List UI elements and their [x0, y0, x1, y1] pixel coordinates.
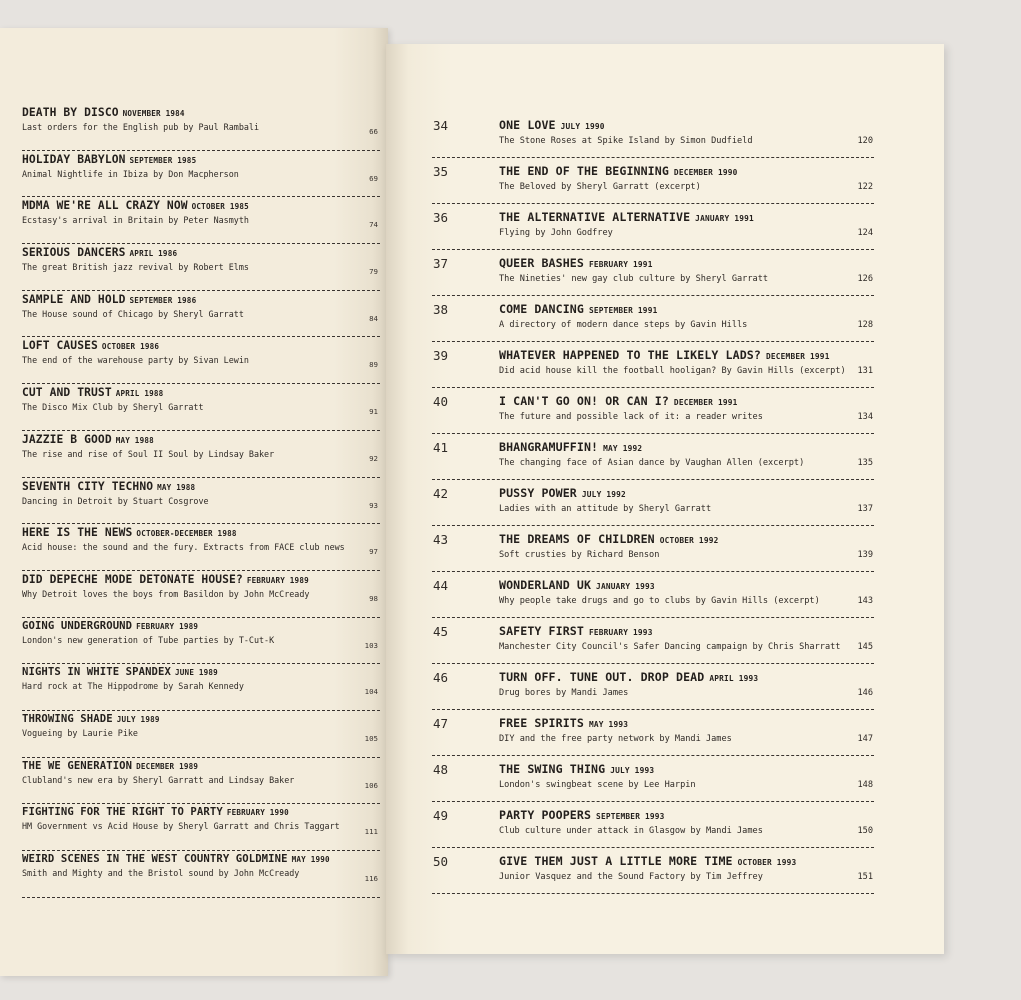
- entry-subtitle: A directory of modern dance steps by Gavin Hills: [499, 320, 748, 330]
- entry-title: [22, 246, 380, 259]
- entry-date: DECEMBER 1989: [136, 761, 199, 771]
- entry-page-number: 151: [857, 872, 873, 882]
- entry-title-text: CUT AND TRUST: [22, 386, 112, 400]
- entry-page-number: 137: [857, 504, 873, 514]
- entry-date: JULY 1990: [560, 122, 605, 131]
- entry-date: JULY 1992: [581, 490, 626, 499]
- entry-title-text: THROWING SHADE: [22, 712, 113, 725]
- entry-date: APRIL 1988: [115, 389, 164, 399]
- entry-subtitle: The Nineties' new gay club culture by Sheryl Garratt: [499, 274, 769, 284]
- contents-entry: [22, 664, 380, 711]
- entry-date: OCTOBER-DECEMBER 1988: [136, 529, 237, 539]
- entry-date: SEPTEMBER 1993: [596, 812, 665, 821]
- entry-date: MAY 1992: [603, 444, 643, 453]
- entry-page-number: 116: [364, 874, 378, 883]
- contents-entry: [22, 291, 380, 338]
- entry-number: 41: [433, 440, 449, 455]
- entry-date: DECEMBER 1991: [765, 352, 830, 361]
- entry-title: [499, 164, 738, 178]
- entry-page-number: 128: [857, 320, 873, 330]
- entry-number: 49: [433, 808, 449, 823]
- entry-title-text: COME DANCING: [499, 302, 584, 316]
- contents-entry: [22, 758, 380, 805]
- entry-title-text: PUSSY POWER: [499, 486, 577, 500]
- entry-date: OCTOBER 1986: [101, 342, 160, 352]
- contents-entry: [432, 664, 874, 710]
- entry-title: [22, 713, 380, 725]
- entry-title-text: BHANGRAMUFFIN!: [499, 440, 599, 454]
- entry-title-text: DEATH BY DISCO: [22, 106, 119, 119]
- entry-title-text: GOING UNDERGROUND: [22, 619, 133, 632]
- entry-title: [499, 440, 642, 454]
- entry-date: JANUARY 1993: [596, 582, 655, 591]
- entry-page-number: 148: [857, 780, 873, 790]
- entry-date: FEBRUARY 1989: [136, 621, 199, 631]
- entry-date: JULY 1989: [116, 714, 160, 724]
- entry-subtitle: Soft crusties by Richard Benson: [499, 550, 660, 560]
- contents-entry: [22, 384, 380, 431]
- contents-entry: [22, 711, 380, 758]
- entry-title: [499, 578, 655, 592]
- entry-number: 44: [433, 578, 449, 593]
- contents-entry: [22, 337, 380, 384]
- entry-title: [499, 302, 658, 316]
- entry-title: [22, 806, 380, 818]
- entry-page-number: 135: [857, 458, 873, 468]
- entry-page-number: 93: [369, 500, 378, 510]
- contents-entry: [432, 158, 874, 204]
- entry-page-number: 105: [364, 733, 378, 743]
- entry-page-number: 147: [857, 734, 873, 744]
- entry-title-text: MDMA WE'RE ALL CRAZY NOW: [22, 199, 188, 213]
- entry-title: [499, 762, 654, 776]
- entry-number: 40: [433, 394, 449, 409]
- entry-date: DECEMBER 1990: [673, 168, 738, 177]
- entry-date: SEPTEMBER 1986: [129, 295, 197, 305]
- entry-title-text: QUEER BASHES: [499, 256, 584, 270]
- entry-date: MAY 1993: [588, 720, 629, 729]
- entry-date: FEBRUARY 1990: [226, 808, 289, 818]
- entry-page-number: 104: [364, 687, 378, 697]
- entry-title-text: HOLIDAY BABYLON: [22, 152, 126, 166]
- entry-subtitle: Manchester City Council's Safer Dancing campaign by Chris Sharratt: [499, 642, 841, 652]
- contents-entry: [22, 851, 380, 898]
- entry-subtitle: Club culture under attack in Glasgow by Mandi James: [499, 826, 763, 836]
- entry-title: [22, 153, 380, 166]
- entry-title-text: LOFT CAUSES: [22, 339, 98, 353]
- entry-title: [499, 808, 665, 822]
- entry-subtitle: Did acid house kill the football hooligan? By Gavin Hills (excerpt): [499, 366, 846, 376]
- contents-entry: [432, 848, 874, 894]
- entry-number: 42: [433, 486, 449, 501]
- entry-page-number: 106: [364, 780, 378, 790]
- entry-date: JANUARY 1991: [695, 214, 754, 223]
- entry-title-text: I CAN'T GO ON! OR CAN I?: [499, 394, 669, 408]
- contents-entry: [22, 244, 380, 291]
- entry-title-text: FIGHTING FOR THE RIGHT TO PARTY: [22, 806, 223, 819]
- entry-number: 38: [433, 302, 449, 317]
- entry-subtitle: Smith and Mighty and the Bristol sound by John McCready: [22, 868, 300, 878]
- entry-title-text: WHATEVER HAPPENED TO THE LIKELY LADS?: [499, 348, 761, 362]
- entry-subtitle: Clubland's new era by Sheryl Garratt and Lindsay Baker: [22, 774, 295, 785]
- entry-page-number: 74: [369, 220, 378, 230]
- entry-title: [22, 620, 380, 632]
- entry-date: SEPTEMBER 1991: [588, 306, 658, 315]
- entry-number: 46: [433, 670, 449, 685]
- entry-subtitle: Flying by John Godfrey: [499, 228, 613, 238]
- contents-entry: [432, 342, 874, 388]
- entry-page-number: 66: [369, 127, 378, 136]
- entry-number: 39: [433, 348, 449, 363]
- entry-page-number: 124: [857, 228, 873, 238]
- entry-title: [22, 106, 380, 119]
- entry-title-text: HERE IS THE NEWS: [22, 526, 133, 540]
- contents-entry: [432, 618, 874, 664]
- entry-date: OCTOBER 1992: [659, 536, 719, 545]
- entry-title: [499, 348, 830, 362]
- entry-subtitle: The Disco Mix Club by Sheryl Garratt: [22, 402, 204, 413]
- entry-date: APRIL 1993: [709, 674, 759, 683]
- entry-subtitle: HM Government vs Acid House by Sheryl Garratt and Chris Taggart: [22, 821, 340, 832]
- entry-subtitle: Hard rock at The Hippodrome by Sarah Kennedy: [22, 681, 244, 692]
- entry-date: JUNE 1989: [175, 668, 218, 678]
- contents-entry: [432, 388, 874, 434]
- entry-page-number: 98: [369, 593, 378, 603]
- contents-entry: [432, 710, 874, 756]
- entry-subtitle: Acid house: the sound and the fury. Extracts from FACE club news: [22, 542, 345, 553]
- entry-title-text: THE END OF THE BEGINNING: [499, 164, 669, 178]
- entry-title: [22, 386, 380, 399]
- entry-number: 34: [433, 118, 449, 133]
- contents-entry: [22, 197, 380, 244]
- entry-page-number: 111: [364, 827, 378, 837]
- entry-date: MAY 1988: [157, 482, 196, 492]
- entry-page-number: 131: [857, 366, 873, 376]
- entry-page-number: 103: [364, 640, 378, 650]
- entry-subtitle: London's swingbeat scene by Lee Harpin: [499, 780, 696, 790]
- entry-date: FEBRUARY 1993: [588, 628, 653, 637]
- entry-page-number: 91: [369, 407, 378, 417]
- entry-subtitle: London's new generation of Tube parties by T-Cut-K: [22, 634, 275, 645]
- entry-title-text: SERIOUS DANCERS: [22, 246, 126, 260]
- entry-title-text: FREE SPIRITS: [499, 716, 584, 730]
- contents-entry: [432, 296, 874, 342]
- entry-page-number: 139: [857, 550, 873, 560]
- entry-title-text: JAZZIE B GOOD: [22, 432, 112, 446]
- entry-page-number: 120: [857, 136, 873, 146]
- contents-entry: [22, 104, 380, 151]
- entry-title-text: PARTY POOPERS: [499, 808, 592, 822]
- entry-title: [22, 199, 380, 212]
- entry-title: [499, 624, 653, 638]
- contents-entry: [22, 524, 380, 571]
- entry-title: [499, 210, 754, 224]
- entry-subtitle: Why Detroit loves the boys from Basildon by John McCready: [22, 588, 310, 599]
- entry-title-text: DID DEPECHE MODE DETONATE HOUSE?: [22, 572, 243, 586]
- entry-title: [22, 339, 380, 352]
- entry-title: [499, 486, 626, 500]
- entry-page-number: 145: [857, 642, 873, 652]
- entry-number: 45: [433, 624, 449, 639]
- entry-title-text: SEVENTH CITY TECHNO: [22, 479, 154, 493]
- entry-page-number: 134: [857, 412, 873, 422]
- entry-title: [499, 256, 653, 270]
- entry-date: OCTOBER 1985: [191, 202, 249, 212]
- contents-entry: [432, 434, 874, 480]
- entry-page-number: 146: [857, 688, 873, 698]
- entry-date: OCTOBER 1993: [737, 858, 797, 867]
- entry-subtitle: Junior Vasquez and the Sound Factory by Tim Jeffrey: [499, 872, 763, 882]
- entry-title-text: SAFETY FIRST: [499, 624, 584, 638]
- contents-entry: [22, 431, 380, 478]
- contents-entry: [432, 204, 874, 250]
- entry-page-number: 79: [369, 267, 378, 277]
- entry-title: [22, 433, 380, 446]
- entry-date: FEBRUARY 1991: [588, 260, 653, 269]
- contents-entry: [432, 526, 874, 572]
- entry-page-number: 97: [369, 547, 378, 557]
- contents-entry: [432, 572, 874, 618]
- right-page: [386, 44, 944, 954]
- entry-date: MAY 1990: [291, 855, 330, 864]
- entry-number: 35: [433, 164, 449, 179]
- entry-title-text: ONE LOVE: [499, 118, 556, 132]
- entry-subtitle: The Beloved by Sheryl Garratt (excerpt): [499, 182, 701, 192]
- entry-date: MAY 1988: [115, 435, 154, 445]
- entry-subtitle: Animal Nightlife in Ibiza by Don Macpherson: [22, 168, 239, 179]
- entry-title: [499, 532, 719, 546]
- entry-title: [22, 526, 380, 539]
- entry-page-number: 69: [369, 173, 378, 183]
- contents-entry: [432, 480, 874, 526]
- entry-date: JULY 1993: [610, 766, 655, 775]
- entry-title-text: GIVE THEM JUST A LITTLE MORE TIME: [499, 854, 733, 868]
- contents-entry: [432, 802, 874, 848]
- left-page: [0, 28, 388, 976]
- entry-title: [22, 760, 380, 772]
- contents-entry: [22, 804, 380, 851]
- entry-subtitle: The future and possible lack of it: a reader writes: [499, 412, 763, 422]
- entry-title: [22, 293, 380, 306]
- contents-entry: [432, 112, 874, 158]
- entry-title-text: WEIRD SCENES IN THE WEST COUNTRY GOLDMINE: [22, 853, 288, 865]
- entry-title: [499, 716, 628, 730]
- entry-title-text: TURN OFF. TUNE OUT. DROP DEAD: [499, 670, 705, 684]
- entry-title: [499, 854, 796, 868]
- entry-page-number: 89: [369, 360, 378, 370]
- entry-title-text: THE WE GENERATION: [22, 759, 133, 772]
- entry-page-number: 126: [857, 274, 873, 284]
- right-contents-list: [432, 112, 874, 894]
- entry-page-number: 84: [369, 313, 378, 323]
- contents-entry: [22, 571, 380, 618]
- entry-page-number: 143: [857, 596, 873, 606]
- contents-entry: [22, 151, 380, 198]
- contents-entry: [22, 618, 380, 665]
- entry-subtitle: The changing face of Asian dance by Vaughan Allen (excerpt): [499, 458, 805, 468]
- entry-title-text: WONDERLAND UK: [499, 578, 592, 592]
- entry-title: [499, 394, 738, 408]
- entry-number: 43: [433, 532, 449, 547]
- entry-subtitle: Last orders for the English pub by Paul Rambali: [22, 122, 259, 132]
- entry-subtitle: Ladies with an attitude by Sheryl Garratt: [499, 504, 712, 514]
- entry-subtitle: The Stone Roses at Spike Island by Simon Dudfield: [499, 136, 753, 146]
- entry-subtitle: DIY and the free party network by Mandi James: [499, 734, 732, 744]
- contents-entry: [432, 756, 874, 802]
- entry-number: 50: [433, 854, 449, 869]
- entry-page-number: 92: [369, 453, 378, 463]
- entry-title-text: THE ALTERNATIVE ALTERNATIVE: [499, 210, 691, 224]
- entry-title: [22, 573, 380, 586]
- entry-title: [499, 118, 605, 132]
- entry-number: 47: [433, 716, 449, 731]
- entry-title: [22, 480, 380, 493]
- entry-title-text: SAMPLE AND HOLD: [22, 292, 126, 306]
- entry-subtitle: The great British jazz revival by Robert Elms: [22, 262, 249, 273]
- entry-date: DECEMBER 1991: [673, 398, 738, 407]
- contents-entry: [22, 478, 380, 525]
- entry-title: [22, 853, 380, 865]
- entry-title: [22, 666, 380, 678]
- entry-subtitle: Drug bores by Mandi James: [499, 688, 629, 698]
- entry-title-text: NIGHTS IN WHITE SPANDEX: [22, 666, 171, 679]
- left-contents-list: [22, 104, 380, 898]
- entry-date: NOVEMBER 1984: [122, 109, 185, 118]
- entry-date: FEBRUARY 1989: [246, 575, 309, 585]
- entry-subtitle: The rise and rise of Soul II Soul by Lindsay Baker: [22, 448, 275, 459]
- entry-title-text: THE SWING THING: [499, 762, 606, 776]
- entry-subtitle: Ecstasy's arrival in Britain by Peter Nasmyth: [22, 215, 249, 226]
- entry-subtitle: Why people take drugs and go to clubs by Gavin Hills (excerpt): [499, 596, 820, 606]
- entry-number: 48: [433, 762, 449, 777]
- entry-date: SEPTEMBER 1985: [129, 155, 197, 165]
- entry-subtitle: The House sound of Chicago by Sheryl Garratt: [22, 308, 244, 319]
- entry-number: 36: [433, 210, 449, 225]
- entry-subtitle: Dancing in Detroit by Stuart Cosgrove: [22, 495, 209, 506]
- entry-page-number: 122: [857, 182, 873, 192]
- entry-number: 37: [433, 256, 449, 271]
- entry-title: [499, 670, 758, 684]
- entry-title-text: THE DREAMS OF CHILDREN: [499, 532, 655, 546]
- entry-subtitle: Vogueing by Laurie Pike: [22, 727, 138, 738]
- entry-date: APRIL 1986: [129, 249, 178, 259]
- contents-entry: [432, 250, 874, 296]
- entry-page-number: 150: [857, 826, 873, 836]
- entry-subtitle: The end of the warehouse party by Sivan Lewin: [22, 355, 249, 366]
